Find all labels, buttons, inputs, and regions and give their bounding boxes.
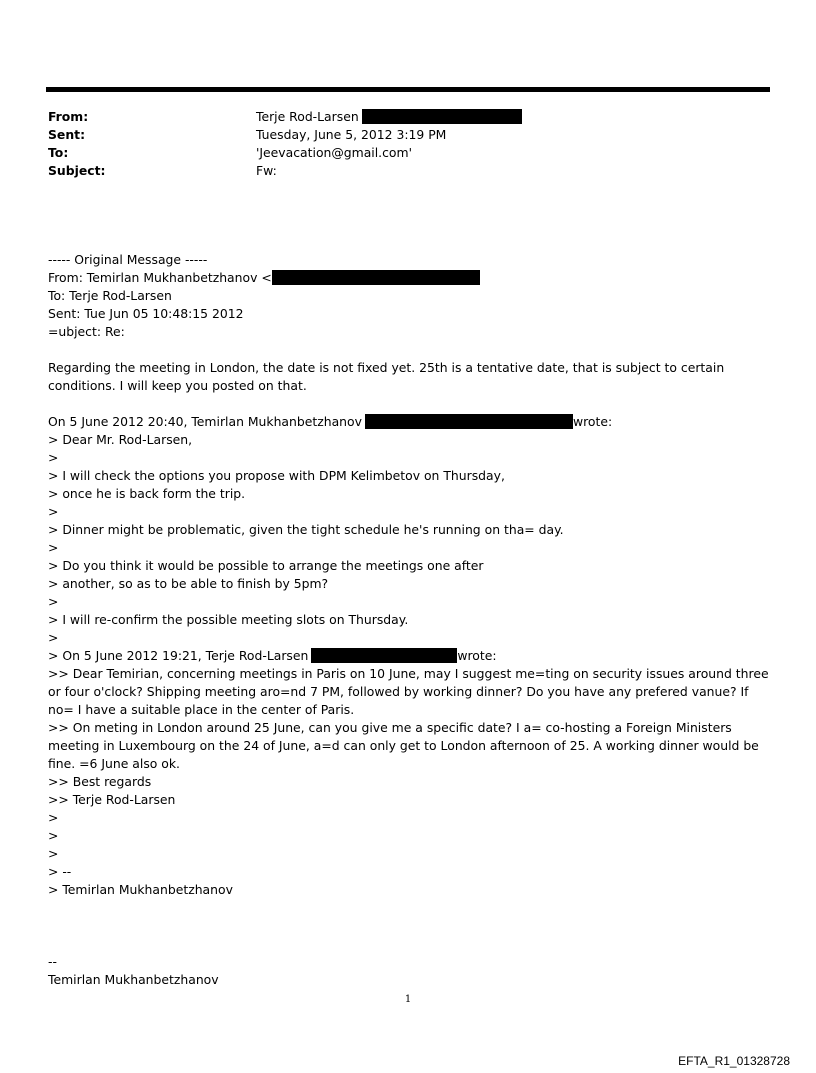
original-message-separator: ----- Original Message ----- (48, 252, 208, 267)
quote-line: > another, so as to be able to finish by 5pm? (48, 576, 329, 591)
subject-row (48, 162, 768, 180)
quote1-intro-line (48, 413, 772, 431)
to-value: 'Jeevacation@gmail.com' (256, 145, 412, 160)
quote2-paragraph2: >> On meting in London around 25 June, can you give me a specific date? I a= co-hosting a Foreign Ministers meeting in Luxembourg on the 24 of June, a=d can only get to London afternoon of 25. A working dinner would be fine. =6 June also ok. (48, 720, 759, 771)
redaction-block (365, 414, 573, 429)
quote-line: > I will re-confirm the possible meeting slots on Thursday. (48, 612, 409, 627)
quote-line: > (48, 846, 59, 861)
quote-line: > (48, 594, 59, 609)
quote2-intro-line (48, 647, 772, 665)
quote2-paragraph1: >> Dear Temirian, concerning meetings in Paris on 10 June, may I suggest me=ting on security issues around three or four o'clock? Shipping meeting aro=nd 7 PM, followed by working dinner? Do you have any prefered vanue? If no= I have a suitable place in the center of Paris. (48, 666, 769, 717)
quote-line: >> Best regards (48, 774, 152, 789)
quote-line: > I will check the options you propose with DPM Kelimbetov on Thursday, (48, 468, 505, 483)
to-row (48, 144, 768, 162)
from-label: From: (48, 109, 89, 124)
document-id: EFTA_R1_01328728 (678, 1054, 790, 1068)
spacer (48, 935, 772, 953)
quote-line: > (48, 450, 59, 465)
quote-line: > (48, 630, 59, 645)
from-row (48, 108, 768, 126)
reply-paragraph: Regarding the meeting in London, the date is not fixed yet. 25th is a tentative date, that is subject to certain conditions. I will keep you posted on that. (48, 360, 725, 393)
original-from-text: From: Temirlan Mukhanbetzhanov < (48, 270, 272, 285)
quote-line: > (48, 504, 59, 519)
original-subject: =ubject: Re: (48, 324, 125, 339)
quote2-intro: > On 5 June 2012 19:21, Terje Rod-Larsen (48, 648, 309, 663)
quote1-intro: On 5 June 2012 20:40, Temirlan Mukhanbetzhanov (48, 414, 362, 429)
original-sent: Sent: Tue Jun 05 10:48:15 2012 (48, 306, 244, 321)
spacer (48, 395, 772, 413)
quote2-wrote: wrote: (457, 648, 497, 663)
quote-line: > once he is back form the trip. (48, 486, 246, 501)
sent-label: Sent: (48, 127, 86, 142)
quote-line: > (48, 810, 59, 825)
quote-line: >> Terje Rod-Larsen (48, 792, 176, 807)
quote-line: > -- (48, 864, 72, 879)
header-rule (46, 87, 770, 92)
email-header (48, 108, 768, 180)
to-label: To: (48, 145, 69, 160)
redaction-block (311, 648, 457, 663)
email-body (48, 251, 772, 989)
subject-value: Fw: (256, 163, 277, 178)
redaction-block (272, 270, 480, 285)
quote-line: > Temirlan Mukhanbetzhanov (48, 882, 233, 897)
from-value (256, 108, 522, 126)
spacer (48, 899, 772, 917)
original-from (48, 269, 772, 287)
quote-line: > (48, 828, 59, 843)
quote-line: > Dinner might be problematic, given the tight schedule he's running on tha= day. (48, 522, 564, 537)
subject-label: Subject: (48, 163, 106, 178)
quote-line: > Do you think it would be possible to arrange the meetings one after (48, 558, 484, 573)
sent-value: Tuesday, June 5, 2012 3:19 PM (256, 127, 447, 142)
redaction-block (362, 109, 522, 124)
original-to: To: Terje Rod-Larsen (48, 288, 172, 303)
from-name: Terje Rod-Larsen (256, 109, 359, 124)
spacer (48, 341, 772, 359)
spacer (48, 917, 772, 935)
sent-row (48, 126, 768, 144)
quote-line: > (48, 540, 59, 555)
quote-line: > Dear Mr. Rod-Larsen, (48, 432, 193, 447)
signature-name: Temirlan Mukhanbetzhanov (48, 972, 219, 987)
signature-dashes: -- (48, 954, 57, 969)
page-number: 1 (404, 994, 412, 1005)
quote1-wrote: wrote: (572, 414, 613, 429)
